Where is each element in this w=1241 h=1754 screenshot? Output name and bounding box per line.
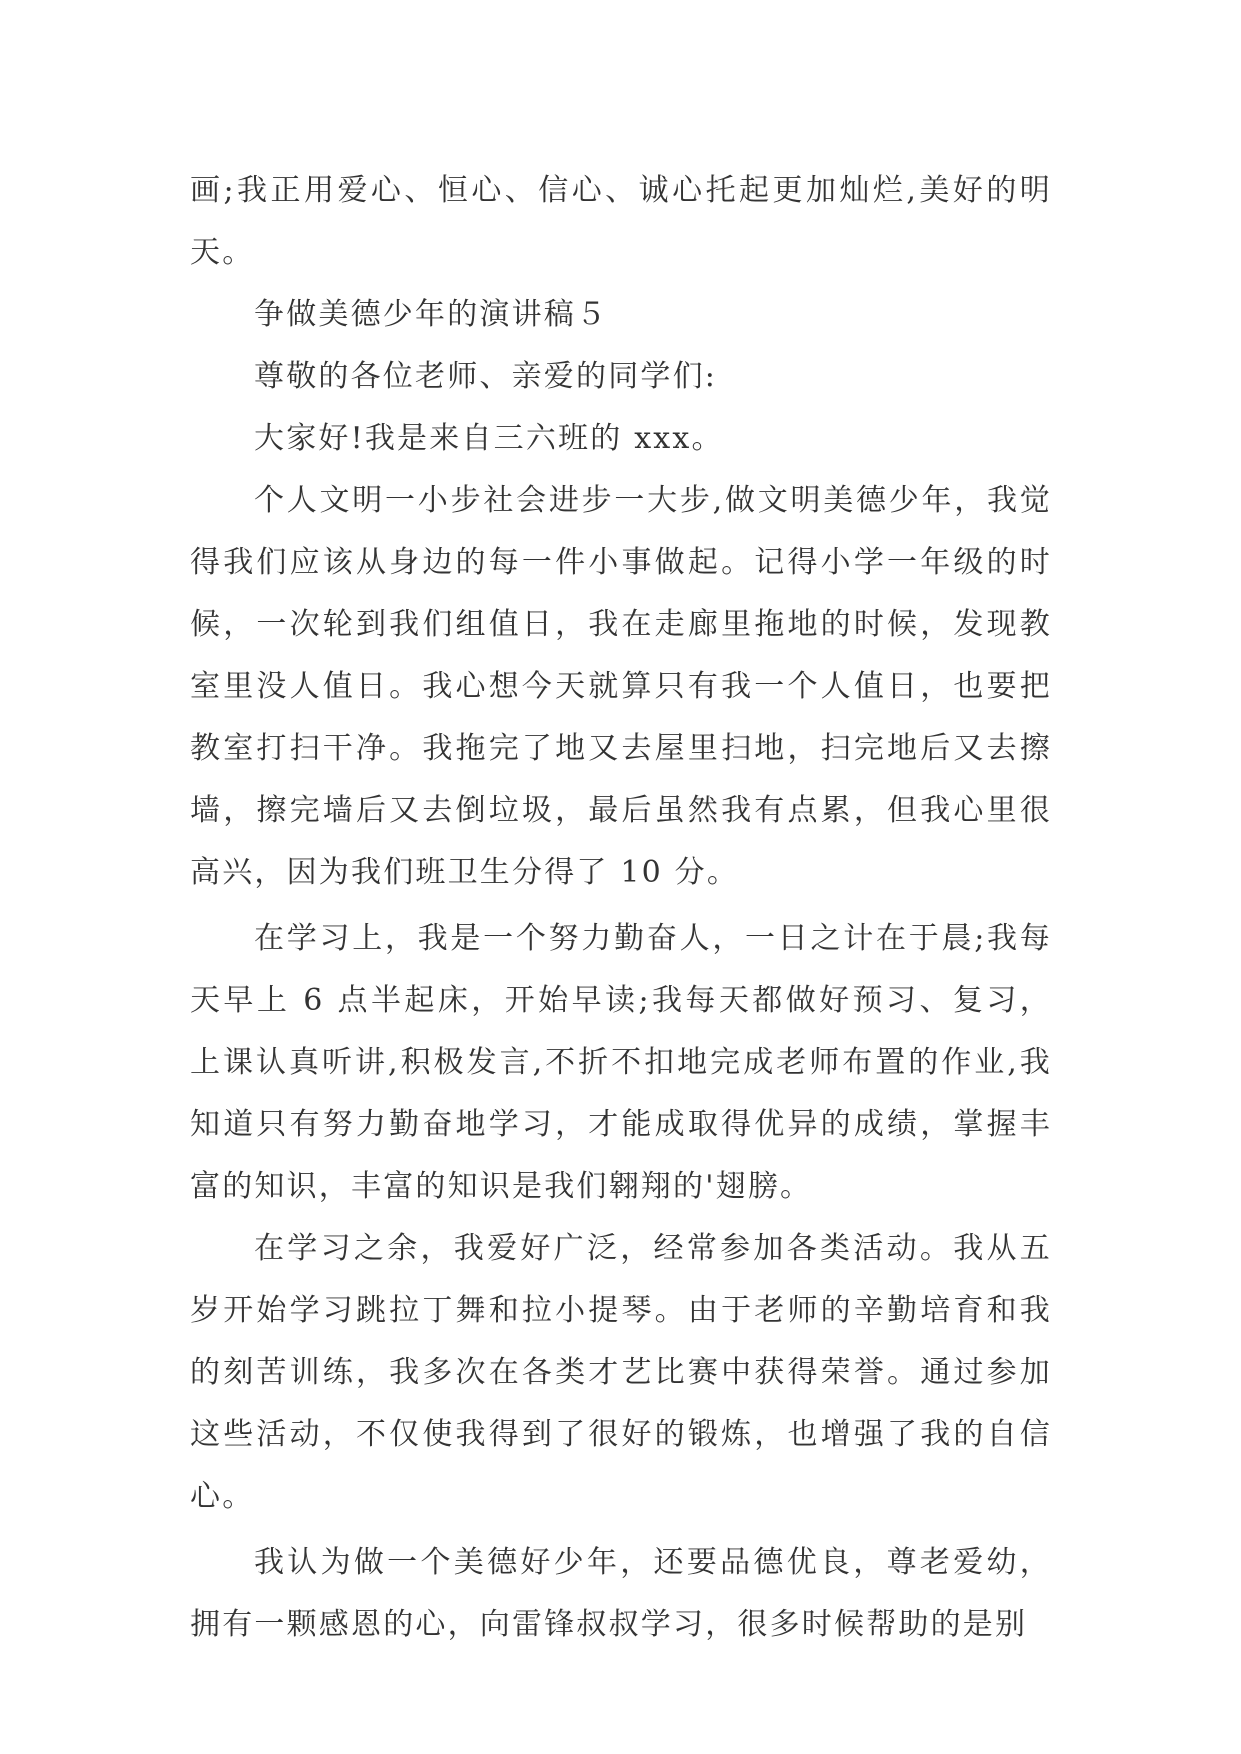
paragraph-study: 在学习上，我是一个努力勤奋人，一日之计在于晨;我每天早上 6 点半起床，开始早读;我每天都做好预习、复习，上课认真听讲,积极发言,不折不扣地完成老师布置的作业,我知道只有努力勤奋地学习，才能成取得优异的成绩，掌握丰富的知识，丰富的知识是我们翱翔的'翅膀。 bbox=[190, 921, 1052, 1204]
paragraph-civility: 个人文明一小步社会进步一大步,做文明美德少年，我觉得我们应该从身边的每一件小事做起。记得小学一年级的时候，一次轮到我们组值日，我在走廊里拖地的时候，发现教室里没人值日。我心想今天就算只有我一个人值日，也要把教室打扫干净。我拖完了地又去屋里扫地，扫完地后又去擦墙，擦完墙后又去倒垃圾，最后虽然我有点累，但我心里很高兴，因为我们班卫生分得了 10 分。 bbox=[190, 483, 1052, 890]
speech-title: 争做美德少年的演讲稿５ bbox=[254, 297, 609, 332]
document-body bbox=[190, 160, 1052, 1656]
salutation: 尊敬的各位老师、亲爱的同学们: bbox=[254, 359, 718, 394]
paragraph-continuation: 画;我正用爱心、恒心、信心、诚心托起更加灿烂,美好的明天。 bbox=[190, 173, 1052, 270]
paragraph-virtue: 我认为做一个美德好少年，还要品德优良，尊老爱幼，拥有一颗感恩的心，向雷锋叔叔学习，很多时候帮助的是别 bbox=[190, 1545, 1052, 1642]
greeting: 大家好!我是来自三六班的 xxx。 bbox=[254, 421, 724, 456]
paragraph-activities: 在学习之余，我爱好广泛，经常参加各类活动。我从五岁开始学习跳拉丁舞和拉小提琴。由于老师的辛勤培育和我的刻苦训练，我多次在各类才艺比赛中获得荣誉。通过参加这些活动，不仅使我得到了很好的锻炼，也增强了我的自信心。 bbox=[190, 1231, 1052, 1514]
